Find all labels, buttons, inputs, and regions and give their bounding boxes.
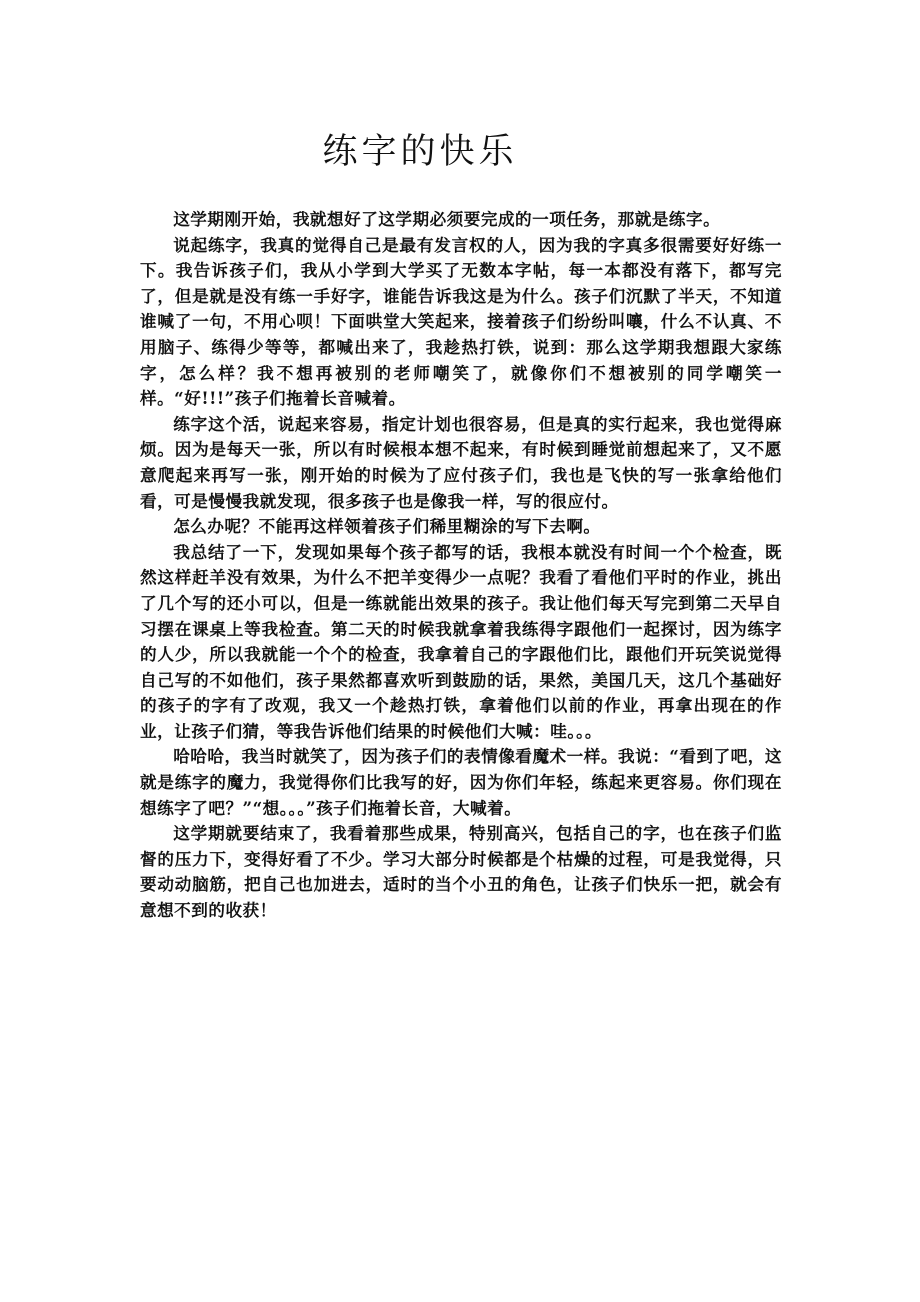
paragraph-2: 说起练字，我真的觉得自己是最有发言权的人，因为我的字真多很需要好好练一下。我告诉孩子们，我从小学到大学买了无数本字帖，每一本都没有落下，都写完了，但是就是没有练一手好字，谁能告诉我这是为什么。孩子们沉默了半天，不知道谁喊了一句，不用心呗！下面哄堂大笑起来，接着孩子们纷纷叫嚷，什么不认真、不用脑子、练得少等等，都喊出来了，我趁热打铁，说到：那么这学期我想跟大家练字，怎么样？我不想再被别的老师嘲笑了，就像你们不想被别的同学嘲笑一样。“好!!!”孩子们拖着长音喊着。 [140,234,782,409]
paragraph-7: 这学期就要结束了，我看着那些成果，特别高兴，包括自己的字，也在孩子们监督的压力下，变得好看了不少。学习大部分时候都是个枯燥的过程，可是我觉得，只要动动脑筋，把自己也加进去，适时的当个小丑的角色，让孩子们快乐一把，就会有意想不到的收获！ [140,823,782,921]
paragraph-6: 哈哈哈，我当时就笑了，因为孩子们的表情像看魔术一样。我说：“看到了吧，这就是练字的魔力，我觉得你们比我写的好，因为你们年轻，练起来更容易。你们现在想练字了吧？”“想。。。”孩子们拖着长音，大喊着。 [140,746,782,818]
paragraph-3: 练字这个活，说起来容易，指定计划也很容易，但是真的实行起来，我也觉得麻烦。因为是每天一张，所以有时候根本想不起来，有时候到睡觉前想起来了，又不愿意爬起来再写一张，刚开始的时候为了应付孩子们，我也是飞快的写一张拿给他们看，可是慢慢我就发现，很多孩子也是像我一样，写的很应付。 [140,413,782,511]
paragraph-1: 这学期刚开始，我就想好了这学期必须要完成的一项任务，那就是练字。 [173,209,721,229]
document-body [140,207,782,924]
paragraph-5: 我总结了一下，发现如果每个孩子都写的话，我根本就没有时间一个个检查，既然这样赶羊没有效果，为什么不把羊变得少一点呢？我看了看他们平时的作业，挑出了几个写的还小可以，但是一练就能出效果的孩子。我让他们每天写完到第二天早自习摆在课桌上等我检查。第二天的时候我就拿着我练得字跟他们一起探讨，因为练字的人少，所以我就能一个个的检查，我拿着自己的字跟他们比，跟他们开玩笑说觉得自己写的不如他们，孩子果然都喜欢听到鼓励的话，果然，美国几天，这几个基础好的孩子的字有了改观，我又一个趁热打铁，拿着他们以前的作业，再拿出现在的作业，让孩子们猜，等我告诉他们结果的时候他们大喊：哇。。。 [140,541,782,741]
document-title: 练字的快乐 [322,132,518,172]
paragraph-4: 怎么办呢？不能再这样领着孩子们稀里糊涂的写下去啊。 [173,516,601,537]
